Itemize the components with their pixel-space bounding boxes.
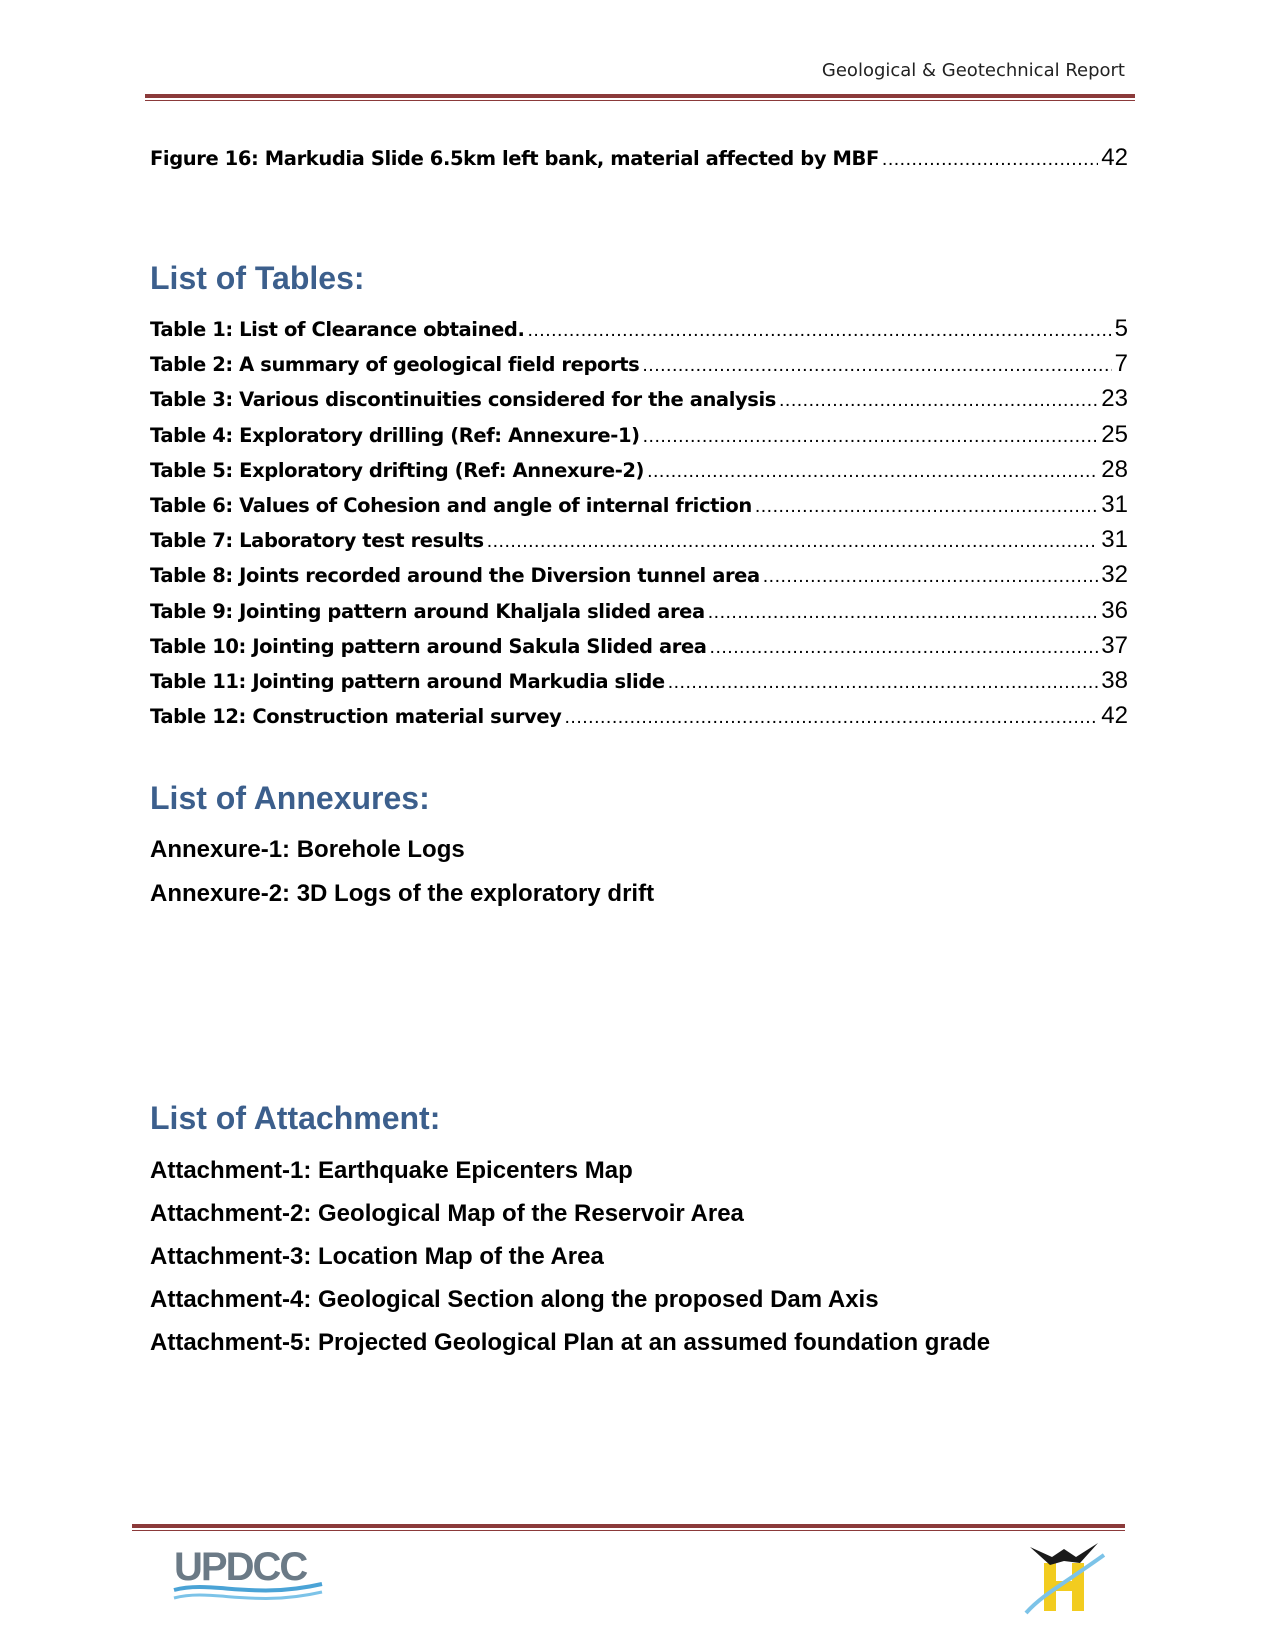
table-entry[interactable]	[150, 346, 1128, 381]
entry-page: 42	[1101, 144, 1128, 171]
logo-text: UPDCC	[174, 1545, 307, 1589]
entry-label: Table 1: List of Clearance obtained.	[150, 318, 525, 341]
entry-page: 31	[1101, 526, 1128, 554]
attachment-item[interactable]: Attachment-2: Geological Map of the Reservoir Area	[150, 1200, 744, 1227]
report-title: Geological & Geotechnical Report	[821, 60, 1125, 81]
entry-page: 7	[1114, 350, 1128, 378]
annexure-item[interactable]: Annexure-1: Borehole Logs	[150, 836, 465, 863]
table-entry[interactable]	[150, 417, 1128, 452]
entry-label: Figure 16: Markudia Slide 6.5km left bank, material affected by MBF	[150, 147, 879, 170]
entry-label: Table 8: Joints recorded around the Diversion tunnel area	[150, 564, 760, 588]
entry-page: 42	[1101, 702, 1128, 730]
entry-page: 5	[1114, 315, 1128, 342]
entry-page: 25	[1101, 420, 1128, 448]
table-entry[interactable]	[150, 487, 1128, 522]
annexures-heading: List of Annexures:	[150, 780, 430, 816]
tables-heading: List of Tables:	[150, 260, 365, 296]
figure-entry[interactable]	[150, 140, 1128, 175]
entry-page: 36	[1101, 596, 1128, 624]
entry-label: Table 10: Jointing pattern around Sakula Slided area	[150, 634, 707, 658]
table-entry[interactable]	[150, 557, 1128, 592]
entry-page: 23	[1101, 385, 1128, 413]
entry-page: 38	[1101, 666, 1128, 694]
bird-h-logo	[1022, 1535, 1112, 1620]
attachment-item[interactable]: Attachment-4: Geological Section along the proposed Dam Axis	[150, 1286, 879, 1313]
entry-label: Table 11: Jointing pattern around Markudia slide	[150, 669, 665, 693]
table-entry[interactable]	[150, 522, 1128, 557]
dot-leader	[668, 665, 1099, 700]
table-entry[interactable]	[150, 452, 1128, 487]
table-entry[interactable]	[150, 663, 1128, 698]
entry-label: Table 7: Laboratory test results	[150, 529, 484, 553]
attachment-item[interactable]: Attachment-1: Earthquake Epicenters Map	[150, 1157, 633, 1184]
bird-h-logo-icon	[1022, 1535, 1112, 1615]
attachments-heading: List of Attachment:	[150, 1100, 441, 1136]
dot-leader	[882, 142, 1098, 177]
entry-label: Table 9: Jointing pattern around Khaljala slided area	[150, 599, 705, 623]
entry-page: 31	[1101, 490, 1128, 518]
table-entry[interactable]	[150, 628, 1128, 663]
entry-page: 32	[1101, 561, 1128, 589]
entry-label: Table 3: Various discontinuities considered for the analysis	[150, 388, 776, 412]
dot-leader	[755, 489, 1098, 524]
entry-label: Table 2: A summary of geological field reports	[150, 353, 640, 377]
updcc-logo-icon	[172, 1540, 332, 1606]
annexure-item[interactable]: Annexure-2: 3D Logs of the exploratory drift	[150, 880, 655, 907]
dot-leader	[643, 419, 1099, 454]
dot-leader	[710, 630, 1099, 665]
footer-rule	[132, 1524, 1125, 1531]
dot-leader	[708, 595, 1099, 630]
attachment-item[interactable]: Attachment-3: Location Map of the Area	[150, 1243, 604, 1270]
dot-leader	[527, 313, 1111, 348]
table-entry[interactable]	[150, 593, 1128, 628]
updcc-logo	[172, 1540, 332, 1611]
dot-leader	[763, 559, 1099, 594]
entry-page: 37	[1101, 631, 1128, 659]
dot-leader	[487, 524, 1099, 559]
annexures-list	[150, 836, 654, 924]
attachments-list	[150, 1157, 990, 1372]
entry-label: Table 5: Exploratory drifting (Ref: Annexure-2)	[150, 458, 645, 482]
attachment-item[interactable]: Attachment-5: Projected Geological Plan at an assumed foundation grade	[150, 1329, 991, 1356]
dot-leader	[642, 348, 1111, 383]
entry-label: Table 4: Exploratory drilling (Ref: Annexure-1)	[150, 423, 640, 447]
tables-list	[150, 311, 1128, 733]
entry-label: Table 12: Construction material survey	[150, 705, 562, 729]
table-entry[interactable]	[150, 698, 1128, 733]
dot-leader	[779, 383, 1098, 418]
header-rule	[145, 94, 1135, 101]
entry-label: Table 6: Values of Cohesion and angle of internal friction	[150, 493, 752, 517]
entry-page: 28	[1101, 455, 1128, 483]
dot-leader	[565, 700, 1099, 735]
figures-list	[150, 140, 1128, 175]
table-entry[interactable]	[150, 381, 1128, 416]
dot-leader	[647, 454, 1098, 489]
table-entry[interactable]	[150, 311, 1128, 346]
